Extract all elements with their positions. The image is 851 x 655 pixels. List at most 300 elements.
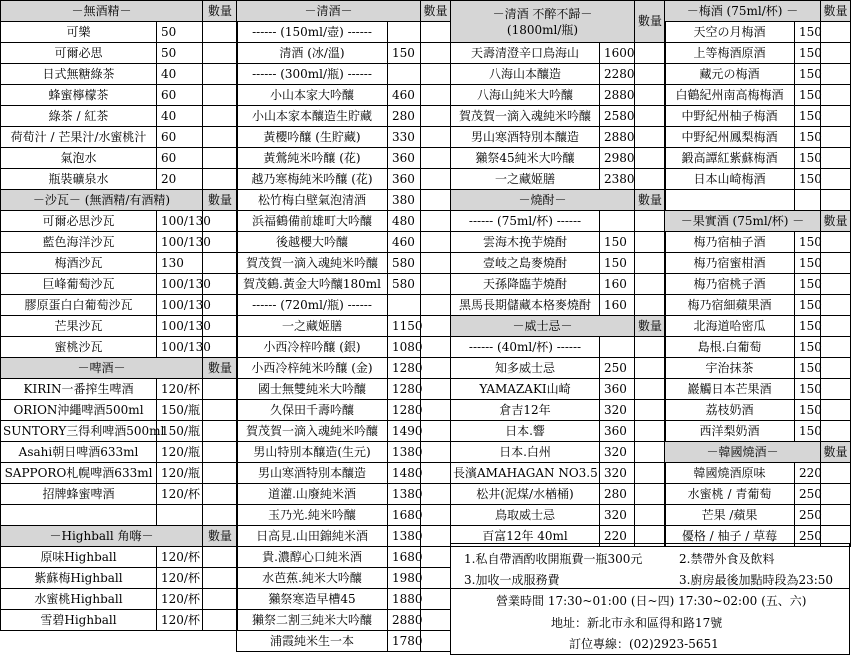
qty-cell xyxy=(635,211,666,232)
menu-item-row xyxy=(665,274,851,295)
item-price: 150 xyxy=(795,379,821,400)
item-name: 上等梅酒原酒 xyxy=(665,43,795,64)
item-price xyxy=(600,337,635,358)
item-price: 1490 xyxy=(388,421,421,442)
item-price: 250 xyxy=(600,358,635,379)
qty-header: 數量 xyxy=(203,1,238,22)
menu-item-row xyxy=(665,295,851,316)
menu-item-row xyxy=(451,421,666,442)
qty-cell xyxy=(421,463,451,484)
item-name: 可爾必思沙瓦 xyxy=(1,211,157,232)
menu-item-row xyxy=(451,274,666,295)
item-name: 知多威士忌 xyxy=(451,358,600,379)
qty-cell xyxy=(635,85,666,106)
qty-cell xyxy=(203,442,238,463)
menu-item-row xyxy=(665,106,851,127)
item-name: 鍛高譚紅紫蘇梅酒 xyxy=(665,148,795,169)
item-price: 1280 xyxy=(388,358,421,379)
item-name: 島根.白葡萄 xyxy=(665,337,795,358)
qty-cell xyxy=(203,127,238,148)
item-price: 1280 xyxy=(388,379,421,400)
qty-cell xyxy=(203,463,238,484)
qty-cell xyxy=(635,274,666,295)
qty-header: 數量 xyxy=(421,1,451,22)
menu-item-row xyxy=(665,148,851,169)
menu-item-row xyxy=(237,526,451,547)
qty-cell xyxy=(635,442,666,463)
menu-item-row xyxy=(451,211,666,232)
qty-cell xyxy=(635,484,666,505)
menu-item-row xyxy=(237,106,451,127)
section-title-line2: (1800ml/瓶) xyxy=(506,22,579,37)
menu-item-row xyxy=(1,421,238,442)
menu-item-row xyxy=(665,169,851,190)
qty-cell xyxy=(821,421,851,442)
menu-item-row xyxy=(1,610,238,631)
item-price: 320 xyxy=(600,463,635,484)
menu-item-row xyxy=(1,589,238,610)
qty-cell xyxy=(421,400,451,421)
item-name: 優格 / 柚子 / 草莓 xyxy=(665,526,795,547)
menu-item-row xyxy=(1,232,238,253)
item-price xyxy=(388,22,421,43)
item-name: 藍色海洋沙瓦 xyxy=(1,232,157,253)
menu-item-row xyxy=(237,211,451,232)
item-name: 獺祭寒造早槽45 xyxy=(237,589,388,610)
item-price: 120/杯 xyxy=(157,589,203,610)
qty-cell xyxy=(203,64,238,85)
menu-item-row xyxy=(237,64,451,85)
qty-header: 數量 xyxy=(635,190,666,211)
item-price: 380 xyxy=(388,190,421,211)
menu-item-row xyxy=(665,505,851,526)
qty-cell xyxy=(635,400,666,421)
menu-item-row xyxy=(665,358,851,379)
item-name: 綠茶 / 紅茶 xyxy=(1,106,157,127)
menu-item-row xyxy=(451,400,666,421)
menu-item-row xyxy=(665,379,851,400)
item-price: 150/瓶 xyxy=(157,400,203,421)
qty-header: 數量 xyxy=(203,190,238,211)
menu-item-row xyxy=(451,484,666,505)
item-name: 日本山崎梅酒 xyxy=(665,169,795,190)
section-title: －啤酒－ xyxy=(1,358,203,379)
qty-cell xyxy=(421,484,451,505)
item-price: 150 xyxy=(795,253,821,274)
item-name: 日本.白州 xyxy=(451,442,600,463)
item-price: 150 xyxy=(795,22,821,43)
qty-cell xyxy=(821,43,851,64)
item-name: 雲海木挽芋燒酎 xyxy=(451,232,600,253)
qty-cell xyxy=(203,400,238,421)
item-name: 貴.濃醇心口純米酒 xyxy=(237,547,388,568)
menu-item-row xyxy=(1,106,238,127)
item-name: ------ (150ml/壺) ------ xyxy=(237,22,388,43)
menu-item-row xyxy=(1,295,238,316)
item-price: 50 xyxy=(157,22,203,43)
item-price: 150 xyxy=(795,127,821,148)
qty-cell xyxy=(203,148,238,169)
item-name: 藏元の梅酒 xyxy=(665,64,795,85)
qty-cell xyxy=(635,295,666,316)
menu-item-row xyxy=(665,253,851,274)
item-price: 1150 xyxy=(388,316,421,337)
item-price xyxy=(388,64,421,85)
item-name: 巨峰葡萄沙瓦 xyxy=(1,274,157,295)
menu-item-row xyxy=(237,253,451,274)
menu-item-row xyxy=(665,337,851,358)
menu-item-row xyxy=(451,442,666,463)
item-name xyxy=(665,190,795,211)
qty-cell xyxy=(203,505,238,526)
qty-cell xyxy=(635,505,666,526)
item-name: 梅乃宿柚子酒 xyxy=(665,232,795,253)
item-name: 水芭蕉.純米大吟釀 xyxy=(237,568,388,589)
item-name: 瓶裝礦泉水 xyxy=(1,169,157,190)
item-price: 150 xyxy=(795,295,821,316)
menu-item-row xyxy=(451,148,666,169)
item-price: 60 xyxy=(157,85,203,106)
item-price: 150 xyxy=(795,43,821,64)
section-title: －無酒精－ xyxy=(1,1,203,22)
qty-cell xyxy=(421,316,451,337)
item-price: 150 xyxy=(795,106,821,127)
menu-item-row xyxy=(665,22,851,43)
column-soft-drinks-beer xyxy=(0,0,237,631)
qty-cell xyxy=(421,85,451,106)
qty-cell xyxy=(203,547,238,568)
qty-header: 數量 xyxy=(203,358,238,379)
item-name: 長濱AMAHAGAN NO3.5 xyxy=(451,463,600,484)
item-price: 320 xyxy=(600,400,635,421)
qty-cell xyxy=(421,547,451,568)
menu-item-row xyxy=(451,253,666,274)
item-price: 130 xyxy=(157,253,203,274)
qty-header: 數量 xyxy=(821,442,851,463)
item-price: 150 xyxy=(388,43,421,64)
notes-box xyxy=(450,543,850,655)
item-name: 浦霞純米生一本 xyxy=(237,631,388,652)
item-name: 芒果 /蘋果 xyxy=(665,505,795,526)
menu-item-row xyxy=(665,43,851,64)
qty-cell xyxy=(821,463,851,484)
menu-item-row xyxy=(451,85,666,106)
item-name: ------ (40ml/杯) ------ xyxy=(451,337,600,358)
item-price: 2880 xyxy=(600,85,635,106)
item-name xyxy=(1,505,157,526)
item-price: 100/130 xyxy=(157,295,203,316)
qty-cell xyxy=(421,295,451,316)
qty-cell xyxy=(821,64,851,85)
item-price: 1780 xyxy=(388,631,421,652)
menu-item-row xyxy=(237,316,451,337)
qty-cell xyxy=(821,127,851,148)
menu-item-row xyxy=(237,148,451,169)
item-price: 40 xyxy=(157,64,203,85)
menu-item-row xyxy=(237,421,451,442)
item-price: 1380 xyxy=(388,484,421,505)
item-name: 小山本家本釀造生貯藏 xyxy=(237,106,388,127)
menu-item-row xyxy=(1,127,238,148)
qty-cell xyxy=(821,190,851,211)
qty-cell xyxy=(421,190,451,211)
item-price: 280 xyxy=(600,484,635,505)
menu-item-row xyxy=(237,22,451,43)
item-price: 150 xyxy=(600,232,635,253)
item-name: 可樂 xyxy=(1,22,157,43)
item-price: 2580 xyxy=(600,106,635,127)
menu-item-row xyxy=(237,127,451,148)
section-title: －梅酒 (75ml/杯) － xyxy=(665,1,821,22)
item-price: 1380 xyxy=(388,526,421,547)
item-name: 韓國燒酒原味 xyxy=(665,463,795,484)
menu-item-row xyxy=(665,64,851,85)
menu-item-row xyxy=(237,274,451,295)
qty-cell xyxy=(421,148,451,169)
item-name: ------ (75ml/杯) ------ xyxy=(451,211,600,232)
item-name: SAPPORO札幌啤酒633ml xyxy=(1,463,157,484)
qty-cell xyxy=(821,358,851,379)
item-price xyxy=(795,190,821,211)
qty-cell xyxy=(821,379,851,400)
qty-cell xyxy=(635,106,666,127)
menu-item-row xyxy=(1,169,238,190)
item-name: 賀茂賀一滴入魂純米吟釀 xyxy=(237,421,388,442)
section-header xyxy=(665,1,851,22)
item-price: 160 xyxy=(600,295,635,316)
item-name: 黃櫻吟釀 (生貯藏) xyxy=(237,127,388,148)
menu-item-row xyxy=(665,316,851,337)
item-name: 八海山本釀造 xyxy=(451,64,600,85)
qty-cell xyxy=(421,526,451,547)
item-name: 清酒 (冰/溫) xyxy=(237,43,388,64)
item-name: 天空の月梅酒 xyxy=(665,22,795,43)
qty-header: 數量 xyxy=(821,211,851,232)
qty-cell xyxy=(821,274,851,295)
item-name: 黑馬長期儲藏本格麥燒酎 xyxy=(451,295,600,316)
item-name: 北海道哈密瓜 xyxy=(665,316,795,337)
qty-cell xyxy=(821,400,851,421)
item-name: 日本.響 xyxy=(451,421,600,442)
item-price: 120/杯 xyxy=(157,379,203,400)
qty-cell xyxy=(421,358,451,379)
item-price: 150 xyxy=(795,148,821,169)
item-price: 150 xyxy=(795,85,821,106)
qty-cell xyxy=(821,22,851,43)
item-price: 2980 xyxy=(600,148,635,169)
section-title: －沙瓦－ (無酒精/有酒精) xyxy=(1,190,203,211)
section-header xyxy=(451,1,666,43)
item-name: ------ (720ml/瓶) ------ xyxy=(237,295,388,316)
menu-item-row xyxy=(237,337,451,358)
item-price: 100/130 xyxy=(157,232,203,253)
item-price: 480 xyxy=(388,211,421,232)
address: 地址：新北市永和區得和路17號 xyxy=(551,616,723,630)
item-price: 60 xyxy=(157,148,203,169)
item-name: YAMAZAKI山崎 xyxy=(451,379,600,400)
qty-cell xyxy=(421,43,451,64)
item-name: 黃鶯純米吟釀 (花) xyxy=(237,148,388,169)
item-name: 天壽清澄辛口鳥海山 xyxy=(451,43,600,64)
item-price: 250 xyxy=(795,526,821,547)
item-name: 浜福鶴備前雄町大吟釀 xyxy=(237,211,388,232)
menu-item-row xyxy=(237,379,451,400)
item-price: 120/杯 xyxy=(157,610,203,631)
notes-divider xyxy=(451,588,849,589)
item-price: 250 xyxy=(795,484,821,505)
menu-item-row xyxy=(237,232,451,253)
qty-cell xyxy=(203,106,238,127)
item-name: 蜜桃沙瓦 xyxy=(1,337,157,358)
menu-item-row xyxy=(665,463,851,484)
business-hours: 營業時間 17:30~01:00 (日~四) 17:30~02:00 (五、六) xyxy=(496,594,807,608)
reservation-phone: 訂位專線：(02)2923-5651 xyxy=(569,637,719,651)
item-price: 20 xyxy=(157,169,203,190)
qty-cell xyxy=(203,589,238,610)
item-price: 100/130 xyxy=(157,337,203,358)
item-name: 中野紀州柚子梅酒 xyxy=(665,106,795,127)
item-name: 西洋梨奶酒 xyxy=(665,421,795,442)
item-price: 360 xyxy=(388,169,421,190)
item-price: 150 xyxy=(795,358,821,379)
menu-table-col1 xyxy=(0,0,238,631)
item-name: 小西冷梓吟釀 (銀) xyxy=(237,337,388,358)
item-name: 一之藏姬膳 xyxy=(237,316,388,337)
qty-cell xyxy=(203,484,238,505)
qty-cell xyxy=(821,295,851,316)
menu-item-row xyxy=(1,463,238,484)
item-name: 日式無糖綠茶 xyxy=(1,64,157,85)
note-last-order: 3.廚房最後加點時段為23:50 xyxy=(679,573,834,587)
item-price: 160 xyxy=(600,274,635,295)
item-price: 360 xyxy=(600,421,635,442)
section-header xyxy=(1,1,238,22)
item-price xyxy=(157,505,203,526)
item-price: 2380 xyxy=(600,169,635,190)
menu-item-row xyxy=(451,337,666,358)
item-name: 男山寒酒特別本釀造 xyxy=(451,127,600,148)
menu-item-row xyxy=(451,106,666,127)
item-price: 2280 xyxy=(600,64,635,85)
menu-item-row xyxy=(665,421,851,442)
qty-cell xyxy=(421,337,451,358)
item-price: 50 xyxy=(157,43,203,64)
qty-cell xyxy=(421,589,451,610)
qty-cell xyxy=(821,232,851,253)
qty-cell xyxy=(203,169,238,190)
item-price: 320 xyxy=(600,505,635,526)
menu-item-row xyxy=(1,568,238,589)
item-price: 150 xyxy=(795,421,821,442)
item-price: 100/130 xyxy=(157,316,203,337)
menu-item-row xyxy=(665,400,851,421)
note-no-outside-food: 2.禁帶外食及飲料 xyxy=(679,552,775,566)
item-name: 一之藏姬膳 xyxy=(451,169,600,190)
item-price: 150 xyxy=(795,316,821,337)
menu-item-row xyxy=(237,43,451,64)
item-price: 100/130 xyxy=(157,274,203,295)
qty-cell xyxy=(203,43,238,64)
section-title: －燒酎－ xyxy=(451,190,635,211)
item-name: 紫蘇梅Highball xyxy=(1,568,157,589)
menu-item-row xyxy=(237,190,451,211)
menu-item-row xyxy=(237,505,451,526)
item-price: 1600 xyxy=(600,43,635,64)
menu-item-row xyxy=(451,295,666,316)
item-price: 120/杯 xyxy=(157,547,203,568)
qty-cell xyxy=(821,169,851,190)
item-name: 荔枝奶酒 xyxy=(665,400,795,421)
menu-item-row xyxy=(451,43,666,64)
qty-cell xyxy=(421,610,451,631)
menu-item-row xyxy=(237,568,451,589)
item-name: 八海山純米大吟釀 xyxy=(451,85,600,106)
qty-cell xyxy=(421,127,451,148)
menu-item-row xyxy=(237,610,451,631)
item-name: 國士無雙純米大吟釀 xyxy=(237,379,388,400)
qty-cell xyxy=(421,631,451,652)
qty-cell xyxy=(635,463,666,484)
note-service-charge: 3.加收一成服務費 xyxy=(464,573,560,587)
menu-table-sake xyxy=(236,0,451,652)
menu-table-col3 xyxy=(450,0,666,547)
item-name: 獺祭45純米大吟釀 xyxy=(451,148,600,169)
qty-cell xyxy=(421,379,451,400)
qty-header: 數量 xyxy=(635,1,666,43)
menu-item-row xyxy=(665,232,851,253)
section-header xyxy=(451,316,666,337)
item-name: 荷荀汁 / 芒果汁/水蜜桃汁 xyxy=(1,127,157,148)
menu-item-row xyxy=(1,64,238,85)
item-name: 百富12年 40ml xyxy=(451,526,600,547)
qty-cell xyxy=(821,505,851,526)
item-name: 後越櫻大吟釀 xyxy=(237,232,388,253)
item-name: 梅乃宿細蘋果酒 xyxy=(665,295,795,316)
section-title-line1: －清酒 不醉不歸－ xyxy=(492,6,593,21)
menu-item-row xyxy=(1,505,238,526)
item-price: 150 xyxy=(795,337,821,358)
item-price xyxy=(600,211,635,232)
item-price: 150 xyxy=(600,253,635,274)
menu-item-row xyxy=(237,463,451,484)
menu-item-row xyxy=(451,127,666,148)
qty-cell xyxy=(203,610,238,631)
qty-cell xyxy=(821,484,851,505)
qty-cell xyxy=(821,253,851,274)
qty-cell xyxy=(635,64,666,85)
menu-item-row xyxy=(1,43,238,64)
item-price: 120/杯 xyxy=(157,568,203,589)
item-name: 小西冷梓純米吟釀 (金) xyxy=(237,358,388,379)
qty-cell xyxy=(635,358,666,379)
section-header xyxy=(1,526,238,547)
item-name: 可爾必思 xyxy=(1,43,157,64)
item-price: 1380 xyxy=(388,442,421,463)
item-name: 水蜜桃Highball xyxy=(1,589,157,610)
item-price: 150 xyxy=(795,64,821,85)
menu-item-row xyxy=(1,400,238,421)
item-price: 1680 xyxy=(388,547,421,568)
item-name: 梅酒沙瓦 xyxy=(1,253,157,274)
item-name: Asahi朝日啤酒633ml xyxy=(1,442,157,463)
menu-item-row xyxy=(451,358,666,379)
item-name: 氣泡水 xyxy=(1,148,157,169)
item-price: 360 xyxy=(600,379,635,400)
menu-item-row xyxy=(665,190,851,211)
item-price: 580 xyxy=(388,253,421,274)
menu-item-row xyxy=(665,484,851,505)
qty-cell xyxy=(421,169,451,190)
